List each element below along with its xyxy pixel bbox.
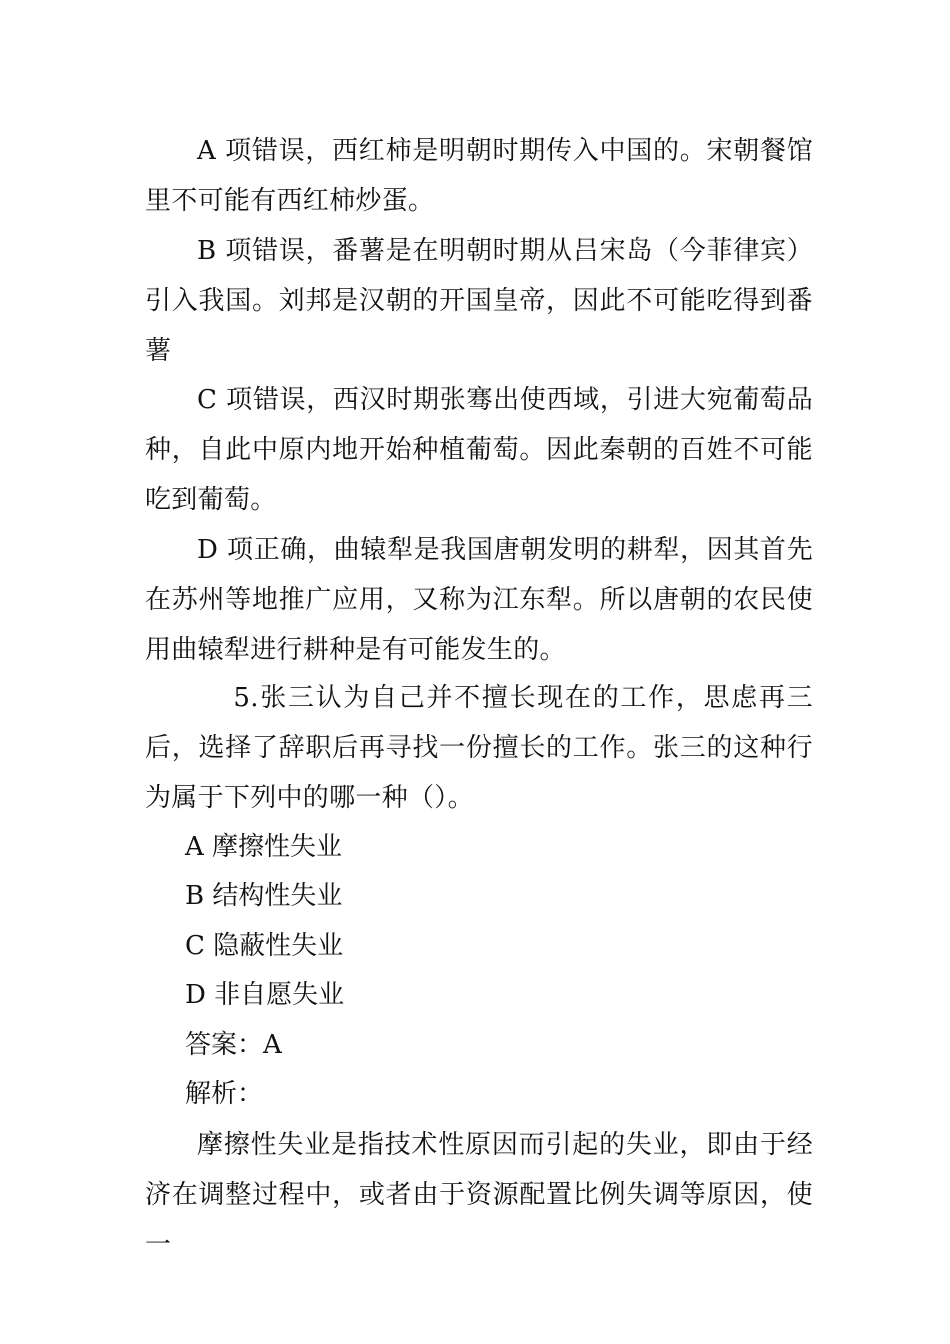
analysis-label: 解析：: [185, 1079, 264, 1109]
explanation-d: D 项正确，曲辕犁是我国唐朝发明的耕犁，因其首先在苏州等地推广应用，又称为江东犁。所以唐朝的农民使用曲辕犁进行耕种是有可能发生的。: [145, 535, 813, 665]
option-c: C 隐蔽性失业: [185, 931, 344, 961]
option-a: A 摩擦性失业: [185, 832, 343, 862]
analysis-text: 摩擦性失业是指技术性原因而引起的失业，即由于经济在调整过程中，或者由于资源配置比例失调等原因，使一: [145, 1130, 813, 1260]
option-d: D 非自愿失业: [185, 980, 345, 1010]
question-5-text: 5.张三认为自己并不擅长现在的工作，思虑再三后，选择了辞职后再寻找一份擅长的工作。张三的这种行为属于下列中的哪一种（）。: [145, 683, 813, 813]
option-b: B 结构性失业: [185, 881, 343, 911]
explanation-a: A 项错误，西红柿是明朝时期传入中国的。宋朝餐馆里不可能有西红柿炒蛋。: [145, 136, 813, 216]
answer-line: 答案：A: [185, 1030, 282, 1060]
explanation-b: B 项错误，番薯是在明朝时期从吕宋岛（今菲律宾）引入我国。刘邦是汉朝的开国皇帝，因此不可能吃得到番薯: [145, 236, 813, 366]
explanation-c: C 项错误，西汉时期张骞出使西域，引进大宛葡萄品种，自此中原内地开始种植葡萄。因此秦朝的百姓不可能吃到葡萄。: [145, 385, 813, 515]
